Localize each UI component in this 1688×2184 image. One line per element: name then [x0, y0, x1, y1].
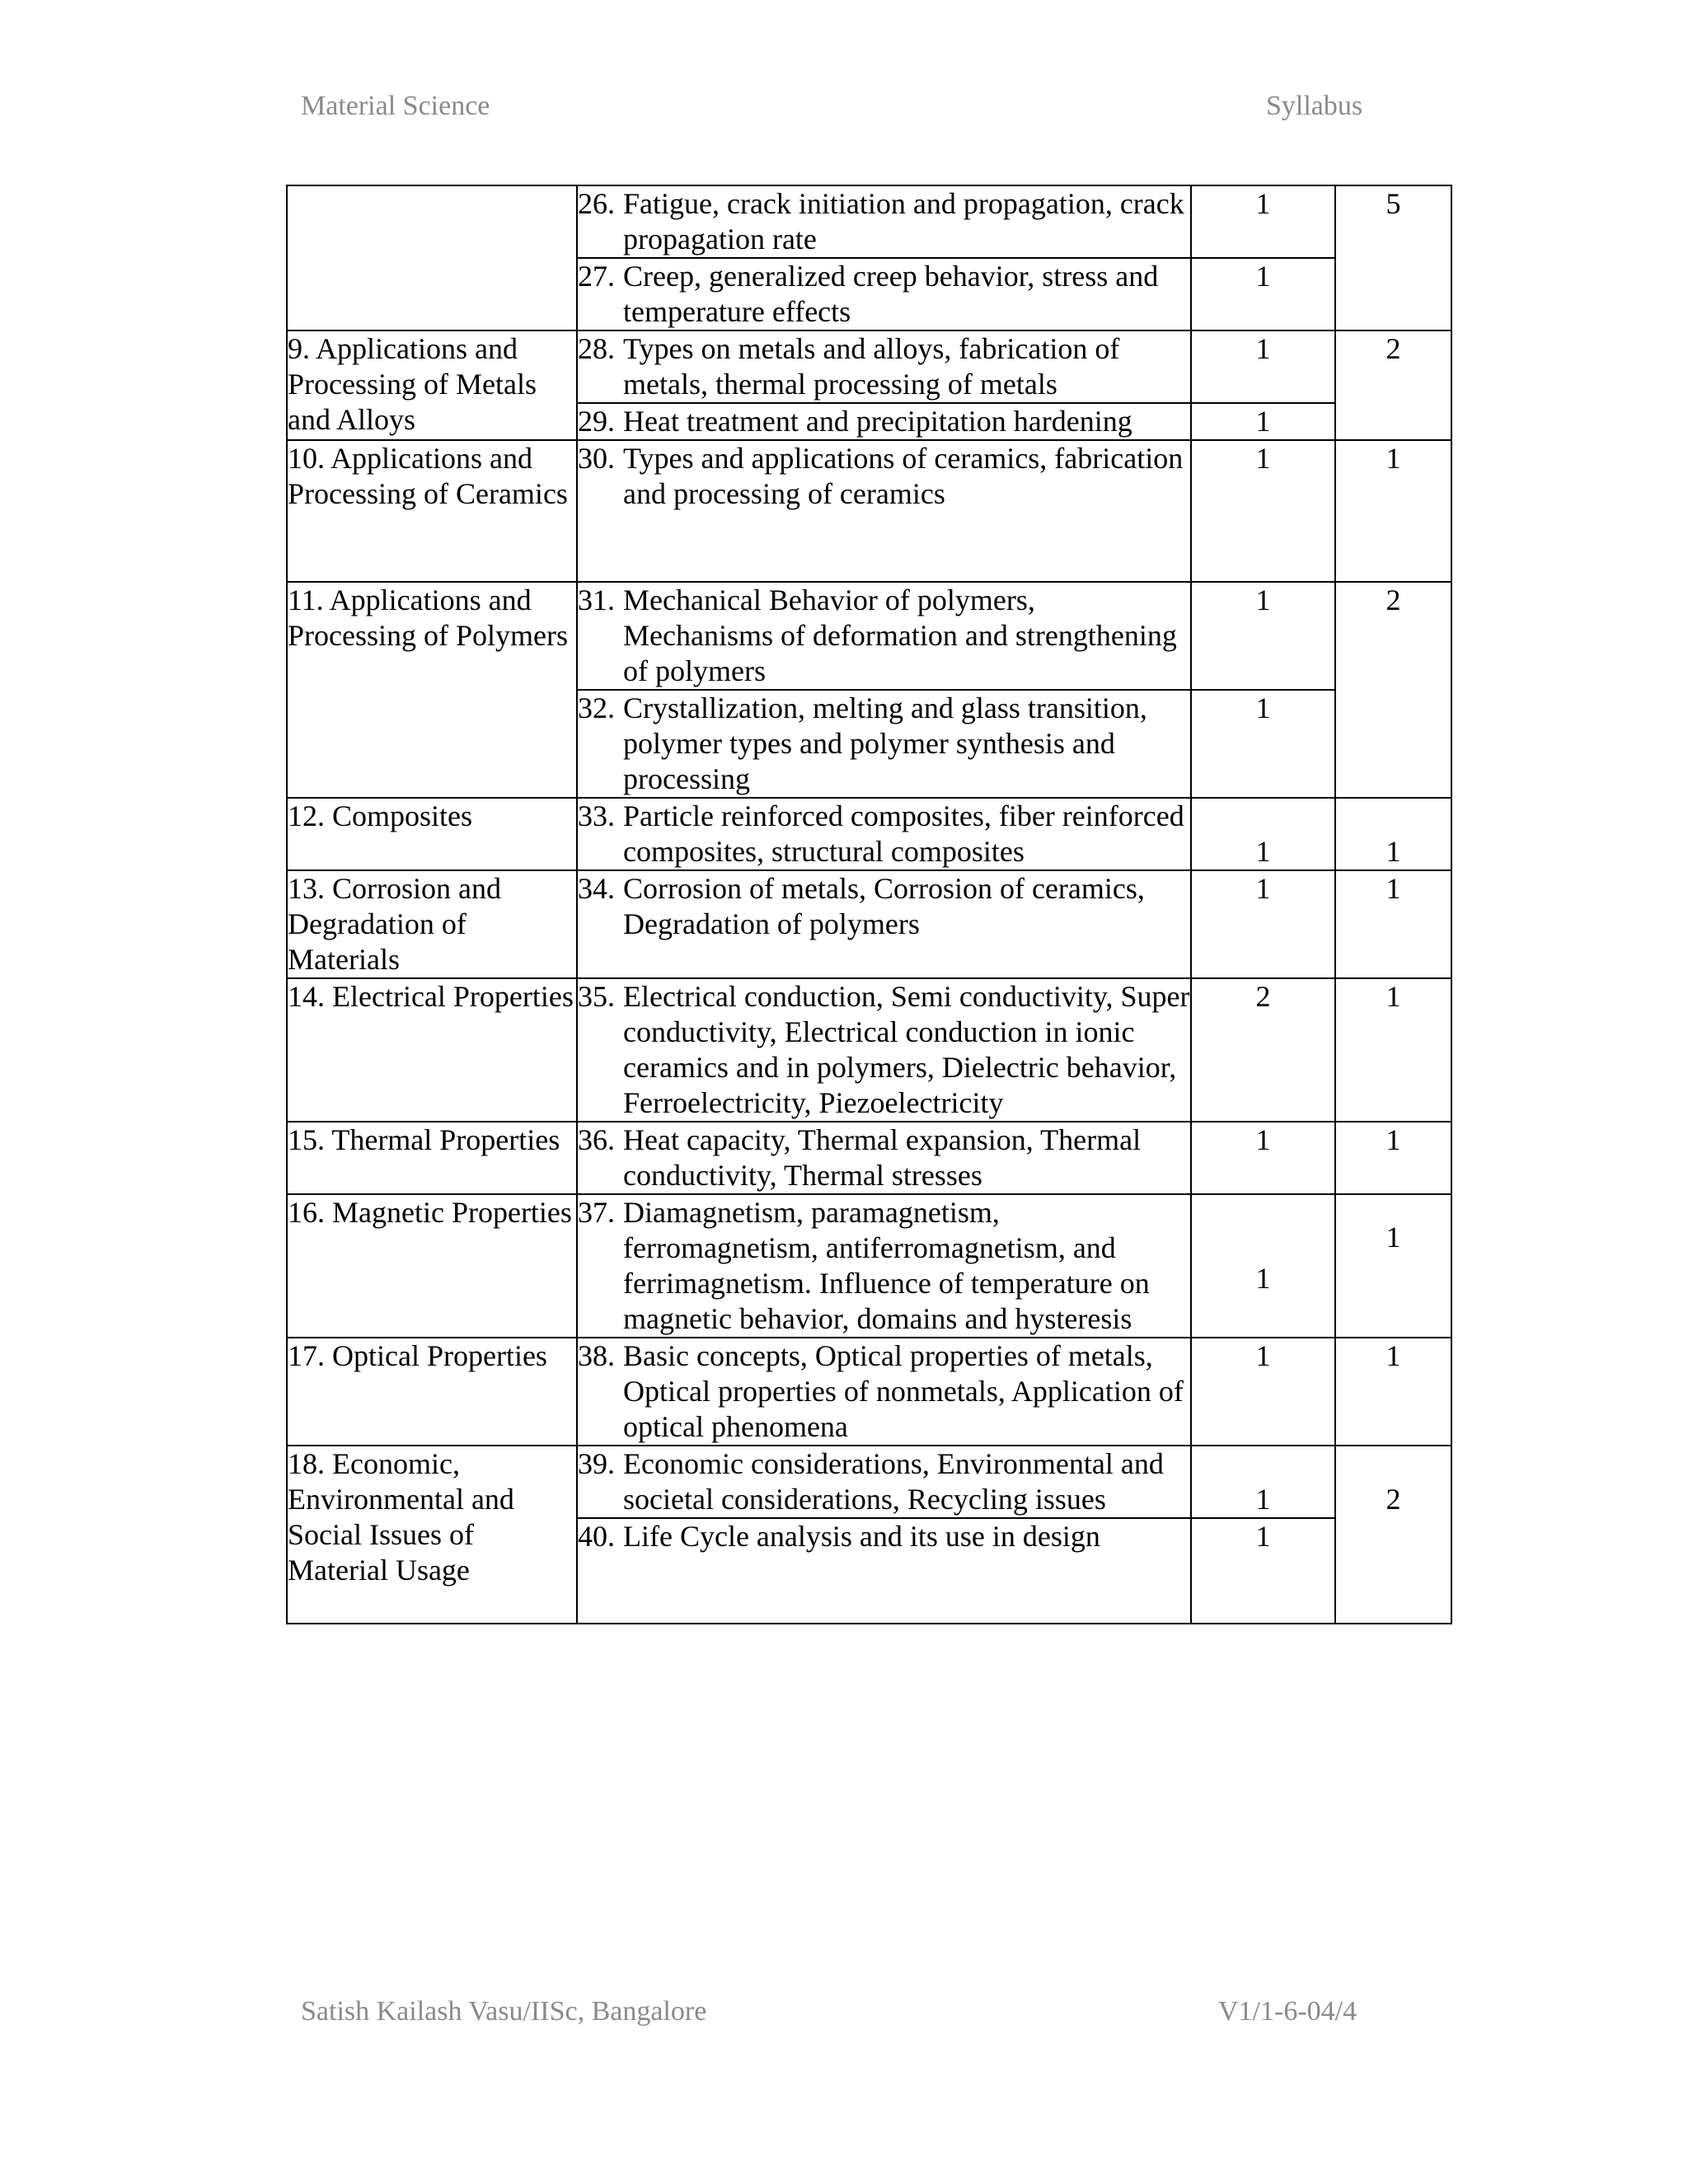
topic-text: Diamagnetism, paramagnetism, ferromagnetism, antiferromagnetism, and ferrimagnetism. Influence of temperature on magnetic behavior, domains and hysteresis	[623, 1196, 1150, 1335]
module-total: 2	[1335, 330, 1451, 440]
topic-number: 31.	[578, 583, 615, 616]
lecture-count: 1	[1191, 582, 1335, 690]
topic-text: Corrosion of metals, Corrosion of ceramics, Degradation of polymers	[623, 872, 1145, 940]
topic-text: Crystallization, melting and glass transition, polymer types and polymer synthesis and processing	[623, 691, 1147, 795]
module-total: 2	[1335, 582, 1451, 798]
footer-version: V1/1-6-04/4	[1218, 1996, 1357, 2027]
lecture-count: 1	[1191, 798, 1335, 870]
topic-cell	[577, 1122, 1191, 1194]
module-title: 10. Applications and Processing of Ceramics	[287, 440, 577, 582]
topic-number: 30.	[578, 442, 615, 475]
topic-text: Types on metals and alloys, fabrication of metals, thermal processing of metals	[623, 332, 1120, 401]
table-row	[287, 330, 1451, 403]
lecture-count: 1	[1191, 1446, 1335, 1518]
lecture-count: 1	[1191, 1122, 1335, 1194]
module-title: 16. Magnetic Properties	[287, 1194, 577, 1338]
lecture-count: 1	[1191, 690, 1335, 798]
topic-cell	[577, 798, 1191, 870]
module-total: 1	[1335, 1338, 1451, 1446]
topic-text: Particle reinforced composites, fiber reinforced composites, structural composites	[623, 799, 1184, 868]
module-cell-empty	[287, 185, 577, 330]
module-total: 1	[1335, 1122, 1451, 1194]
topic-cell	[577, 258, 1191, 330]
header-section-title: Syllabus	[1266, 91, 1363, 121]
topic-cell	[577, 1518, 1191, 1624]
topic-cell	[577, 978, 1191, 1122]
topic-cell	[577, 582, 1191, 690]
module-total: 1	[1335, 870, 1451, 978]
module-total: 1	[1335, 978, 1451, 1122]
topic-cell	[577, 690, 1191, 798]
module-title: 18. Economic, Environmental and Social Issues of Material Usage	[287, 1446, 577, 1624]
syllabus-table	[286, 185, 1452, 1624]
topic-number: 29.	[578, 405, 615, 438]
topic-cell	[577, 1194, 1191, 1338]
lecture-count: 1	[1191, 258, 1335, 330]
lecture-count: 1	[1191, 330, 1335, 403]
module-title: 12. Composites	[287, 798, 577, 870]
topic-number: 39.	[578, 1447, 615, 1480]
module-total: 2	[1335, 1446, 1451, 1624]
topic-number: 37.	[578, 1196, 615, 1229]
lecture-count: 1	[1191, 870, 1335, 978]
topic-text: Mechanical Behavior of polymers, Mechanisms of deformation and strengthening of polymers	[623, 583, 1177, 687]
header-course-title: Material Science	[301, 91, 490, 121]
topic-cell	[577, 440, 1191, 582]
topic-number: 34.	[578, 872, 615, 905]
topic-cell	[577, 1446, 1191, 1518]
lecture-count: 1	[1191, 185, 1335, 258]
topic-number: 26.	[578, 187, 615, 220]
lecture-count: 2	[1191, 978, 1335, 1122]
module-title: 15. Thermal Properties	[287, 1122, 577, 1194]
module-title: 14. Electrical Properties	[287, 978, 577, 1122]
topic-text: Economic considerations, Environmental and societal considerations, Recycling issues	[623, 1447, 1164, 1516]
module-title: 11. Applications and Processing of Polymers	[287, 582, 577, 798]
topic-cell	[577, 185, 1191, 258]
table-row	[287, 582, 1451, 690]
table-row	[287, 1122, 1451, 1194]
topic-number: 40.	[578, 1520, 615, 1553]
table-row	[287, 870, 1451, 978]
topic-number: 32.	[578, 691, 615, 724]
topic-number: 33.	[578, 799, 615, 832]
module-total: 5	[1335, 185, 1451, 330]
table-row	[287, 1338, 1451, 1446]
topic-text: Heat treatment and precipitation hardening	[623, 405, 1132, 438]
topic-number: 38.	[578, 1339, 615, 1372]
topic-cell	[577, 330, 1191, 403]
topic-cell	[577, 403, 1191, 440]
table-row	[287, 440, 1451, 582]
module-title: 13. Corrosion and Degradation of Materials	[287, 870, 577, 978]
table-row	[287, 798, 1451, 870]
topic-cell	[577, 1338, 1191, 1446]
topic-cell	[577, 870, 1191, 978]
topic-number: 28.	[578, 332, 615, 365]
module-total: 1	[1335, 440, 1451, 582]
lecture-count: 1	[1191, 1338, 1335, 1446]
module-total: 1	[1335, 798, 1451, 870]
table-row	[287, 1446, 1451, 1518]
topic-number: 27.	[578, 260, 615, 293]
topic-number: 35.	[578, 980, 615, 1013]
module-title: 9. Applications and Processing of Metals and Alloys	[287, 330, 577, 440]
topic-text: Basic concepts, Optical properties of metals, Optical properties of nonmetals, Application of optical phenomena	[623, 1339, 1184, 1443]
lecture-count: 1	[1191, 440, 1335, 582]
table-row	[287, 185, 1451, 258]
table-row	[287, 1194, 1451, 1338]
module-total: 1	[1335, 1194, 1451, 1338]
topic-text: Types and applications of ceramics, fabrication and processing of ceramics	[623, 442, 1184, 510]
lecture-count: 1	[1191, 1518, 1335, 1624]
topic-text: Life Cycle analysis and its use in design	[623, 1520, 1100, 1553]
lecture-count: 1	[1191, 403, 1335, 440]
footer-author: Satish Kailash Vasu/IISc, Bangalore	[301, 1996, 707, 2027]
topic-text: Electrical conduction, Semi conductivity, Super conductivity, Electrical conduction in ionic ceramics and in polymers, Dielectric behavior, Ferroelectricity, Piezoelectricity	[623, 980, 1190, 1119]
topic-text: Heat capacity, Thermal expansion, Thermal conductivity, Thermal stresses	[623, 1123, 1142, 1192]
lecture-count: 1	[1191, 1194, 1335, 1338]
module-title: 17. Optical Properties	[287, 1338, 577, 1446]
topic-number: 36.	[578, 1123, 615, 1156]
topic-text: Fatigue, crack initiation and propagation, crack propagation rate	[623, 187, 1184, 255]
topic-text: Creep, generalized creep behavior, stress and temperature effects	[623, 260, 1159, 328]
table-row	[287, 978, 1451, 1122]
